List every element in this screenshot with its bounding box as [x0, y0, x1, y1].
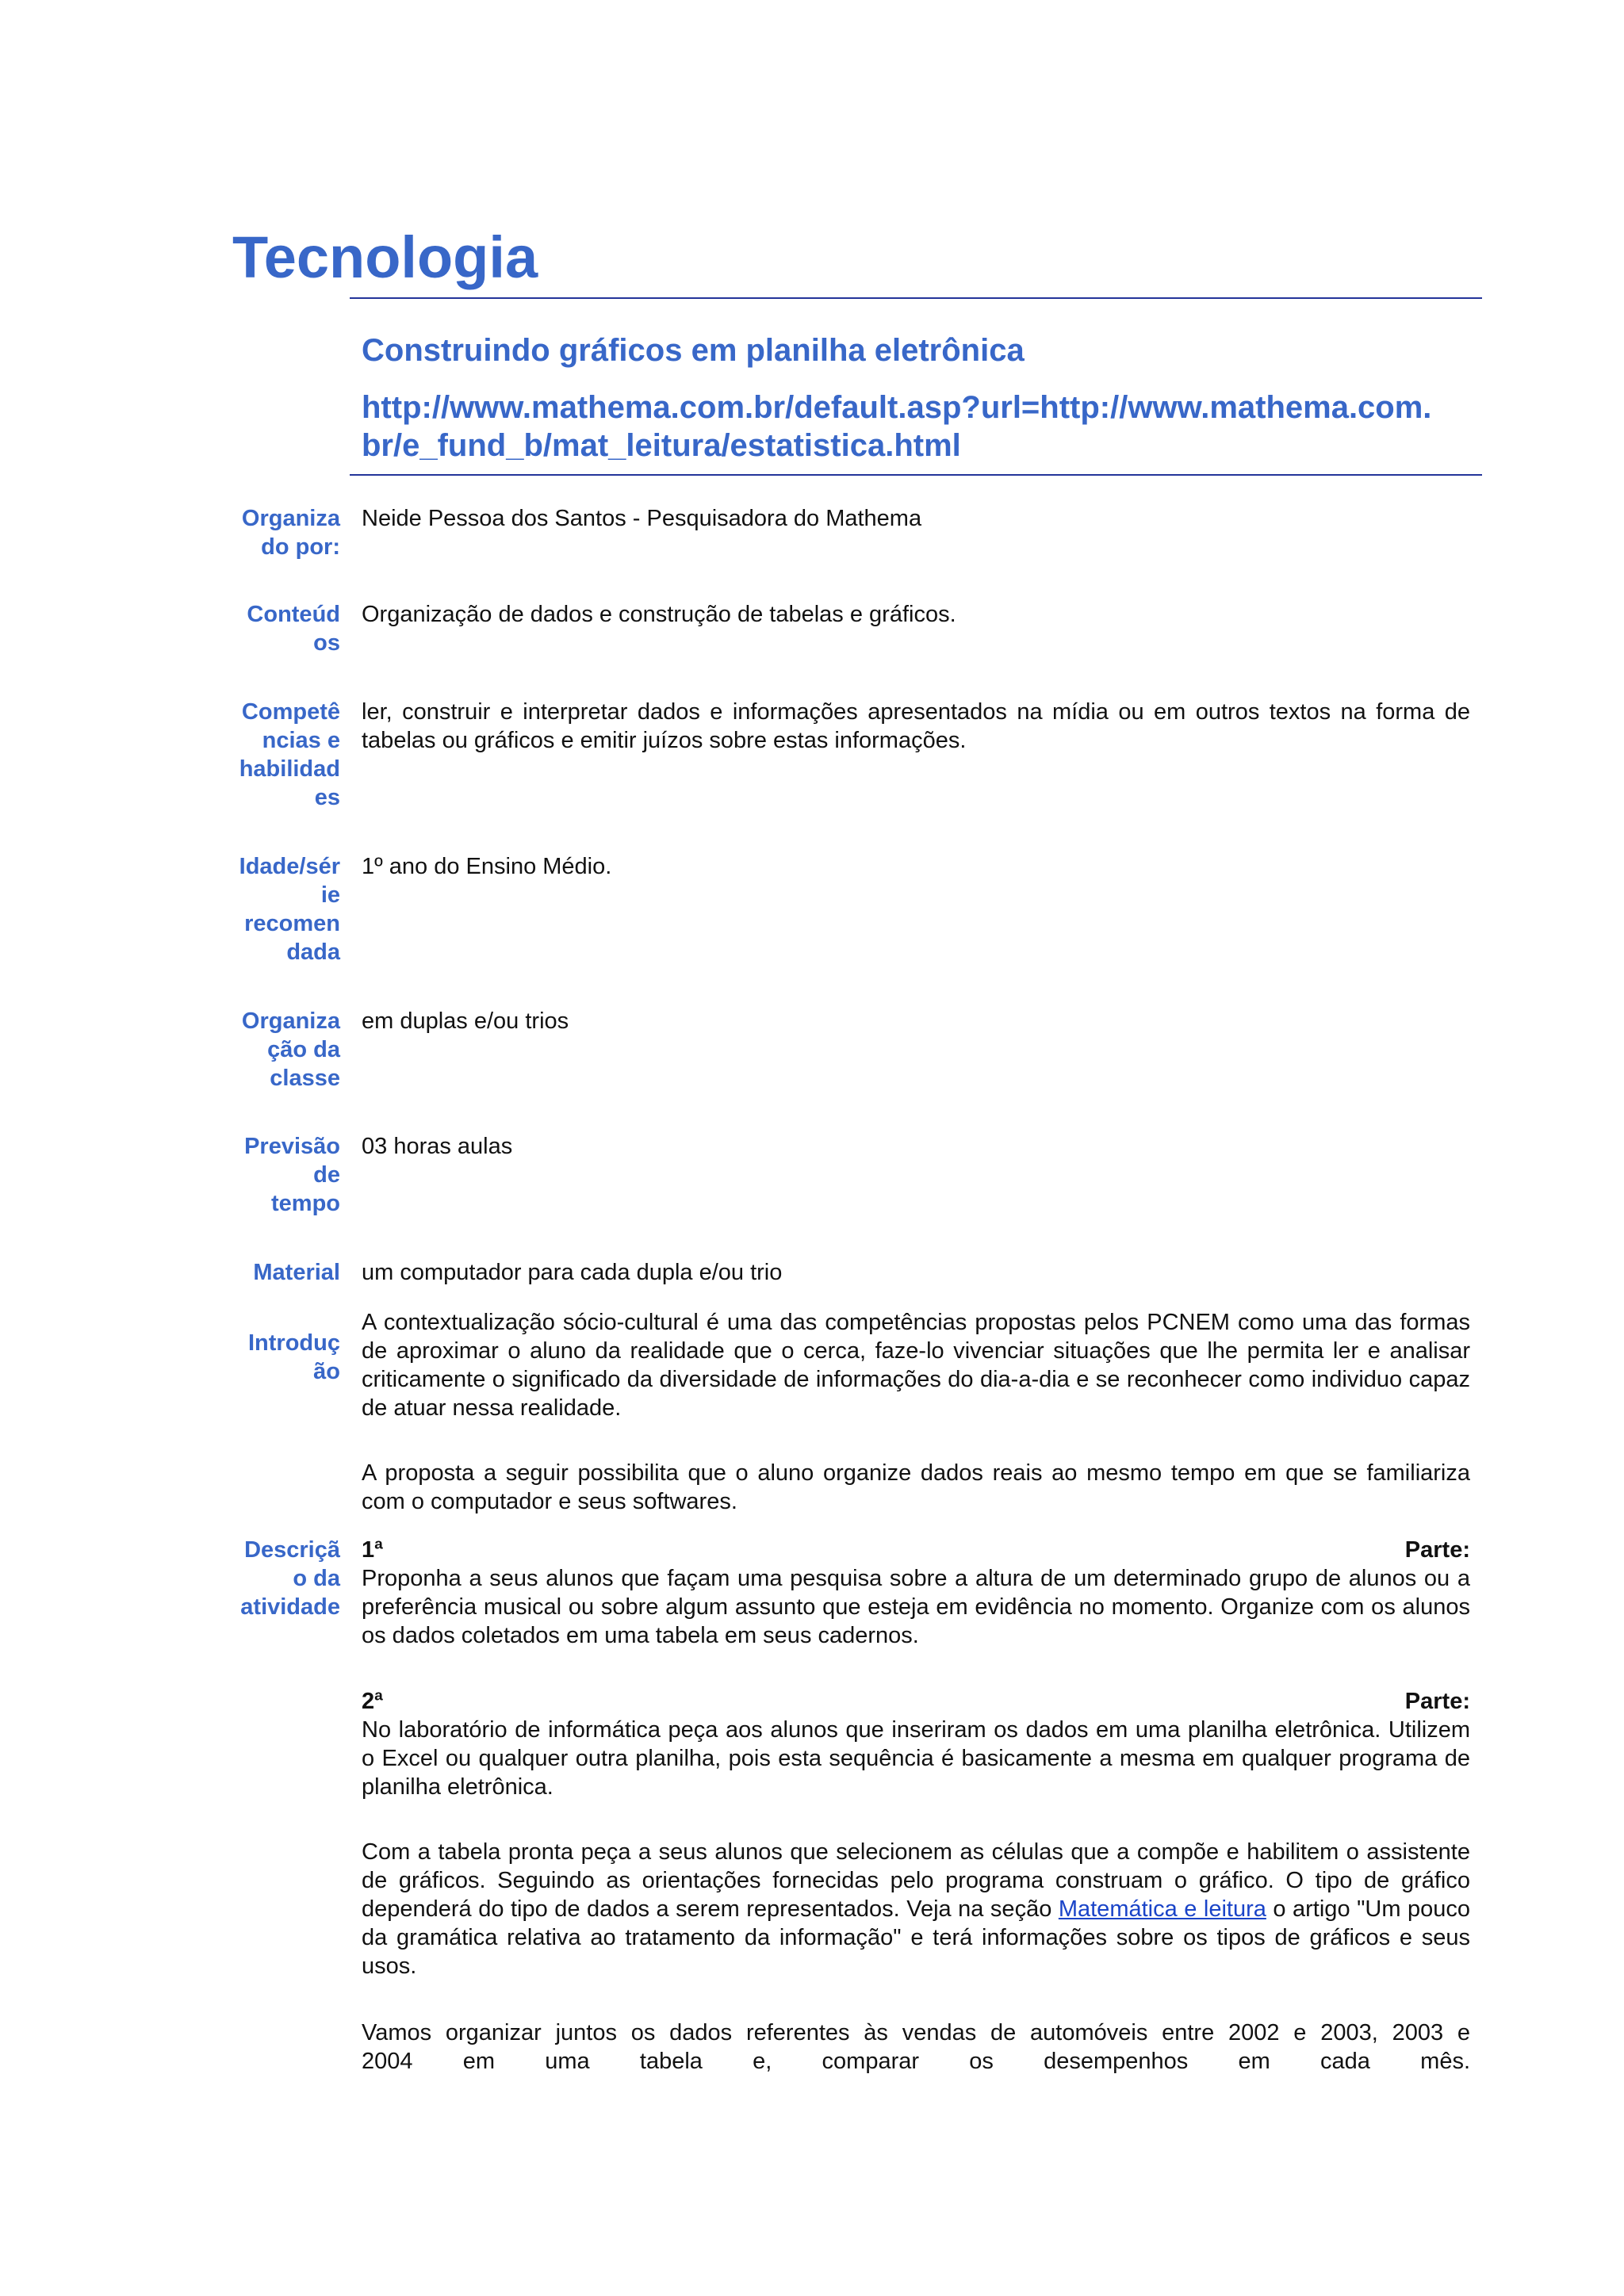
- parte-1-block: [362, 1536, 1470, 1650]
- parte-2-block: [362, 1687, 1470, 1801]
- introducao-paragraph-1: A contextualização sócio-cultural é uma das competências propostas pelos PCNEM como uma das formas de aproximar o aluno da realidade que o cerca, faze-lo vivenciar situações que lhe permita ler e analisar criticamente o significado da diversidade de informações do dia-a-dia e se reconhecer como individuo capaz de atuar nessa realidade.: [362, 1310, 1470, 1421]
- label-organizacao-classe: Organiza ção da classe: [241, 1008, 340, 1091]
- parte-1-text: Proponha a seus alunos que façam uma pesquisa sobre a altura de um determinado grupo de alunos ou a preferência musical ou sobre algum assunto que esteja em evidência no momento. Organize com os alunos os dados coletados em uma tabela em seus cadernos.: [362, 1566, 1470, 1648]
- value-competencias: ler, construir e interpretar dados e informações apresentados na mídia ou em outros textos na forma de tabelas ou gráficos e emitir juízos sobre estas informações.: [362, 699, 1470, 753]
- value-previsao-tempo: 03 horas aulas: [362, 1134, 513, 1159]
- paragraph-3-text-before: Com a tabela pronta peça a seus alunos que selecionem as células que a compõe e habilitem o assistente de gráficos. Seguindo as orientações fornecidas pelo programa construam o gráfico. O tipo de gráfico dependerá do tipo de dados a serem representados. Veja na seção: [362, 1839, 1470, 1922]
- descricao-paragraph-3: [362, 1838, 1470, 1980]
- label-competencias: Competê ncias e habilidad es: [239, 699, 340, 810]
- source-url: http://www.mathema.com.br/default.asp?url=http://www.mathema.com. br/e_fund_b/mat_leitura/estatistica.html: [362, 390, 1432, 463]
- label-introducao: Introduç ão: [248, 1330, 340, 1384]
- value-idade-serie: 1º ano do Ensino Médio.: [362, 854, 612, 879]
- activity-title: Construindo gráficos em planilha eletrônica: [362, 333, 1025, 368]
- parte-2-word: Parte:: [1404, 1689, 1470, 1714]
- value-organizado-por: Neide Pessoa dos Santos - Pesquisadora do Mathema: [362, 506, 922, 531]
- matematica-leitura-link[interactable]: Matemática e leitura: [1058, 1896, 1266, 1922]
- parte-2-text: No laboratório de informática peça aos alunos que inseriram os dados em uma planilha eletrônica. Utilizem o Excel ou qualquer outra planilha, pois esta sequência é basicamente a mesma em qualquer programa de planilha eletrônica.: [362, 1717, 1470, 1800]
- parte-2-heading: [362, 1687, 1470, 1716]
- parte-1-word: Parte:: [1404, 1537, 1470, 1563]
- paragraph-4-line-1: Vamos organizar juntos os dados referentes às vendas de automóveis entre 2002 e 2003, 2003 e: [362, 2020, 1470, 2045]
- value-conteudos: Organização de dados e construção de tabelas e gráficos.: [362, 602, 956, 627]
- value-organizacao-classe: em duplas e/ou trios: [362, 1008, 569, 1034]
- parte-2-number: 2ª: [362, 1689, 383, 1714]
- label-organizado-por: Organiza do por:: [241, 506, 340, 560]
- title-divider: [350, 297, 1482, 299]
- descricao-paragraph-4: [362, 2019, 1470, 2076]
- parte-1-heading: [362, 1536, 1470, 1564]
- label-previsao-tempo: Previsão de tempo: [244, 1134, 340, 1216]
- page-title: Tecnologia: [232, 224, 538, 290]
- paragraph-3-text-after: o artigo "Um pouco da gramática relativa ao tratamento da informação" e terá informações sobre os tipos de gráficos e seus usos.: [362, 1896, 1470, 1979]
- parte-1-number: 1ª: [362, 1537, 383, 1563]
- header-divider: [350, 474, 1482, 476]
- introducao-paragraph-2: A proposta a seguir possibilita que o aluno organize dados reais ao mesmo tempo em que se familiariza com o computador e seus softwares.: [362, 1460, 1470, 1514]
- label-material: Material: [253, 1260, 340, 1285]
- label-descricao-atividade: Descriçã o da atividade: [240, 1537, 340, 1620]
- label-idade-serie: Idade/sér ie recomen dada: [239, 854, 340, 965]
- label-conteudos: Conteúd os: [247, 602, 340, 656]
- value-material: um computador para cada dupla e/ou trio: [362, 1260, 783, 1285]
- paragraph-4-line-2: 2004 em uma tabela e, comparar os desempenhos em cada mês.: [362, 2049, 1470, 2074]
